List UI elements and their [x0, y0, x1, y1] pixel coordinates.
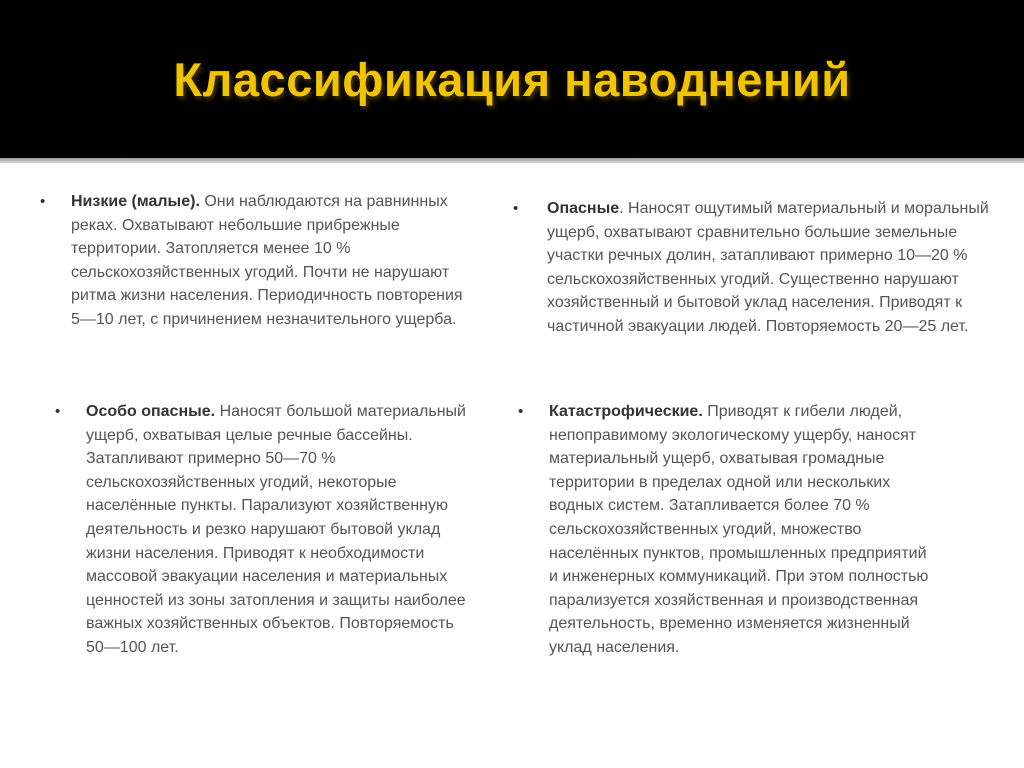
item-text: Наносят большой материальный ущерб, охватывая целые речные бассейны. Затапливают примерно 50—70 % сельскохозяйственных угодий, некоторые населённые пункты. Парализуют хозяйственную деятельность и резко нарушают бытовой уклад жизни населения. Приводят к необходимости массовой эвакуации населения и материальных ценностей из зоны затопления и защиты наиболее важных хозяйственных объектов. Повторяемость 50—100 лет. [86, 403, 466, 656]
slide-title: Классификация наводнений [173, 53, 851, 106]
bullet: • [55, 403, 61, 420]
item-term: Особо опасные. [86, 403, 216, 420]
item-term: Катастрофические. [549, 403, 703, 420]
item-low-floods [40, 190, 471, 332]
title-bar [0, 0, 1024, 158]
item-catastrophic-floods [518, 400, 929, 660]
bullet: • [40, 193, 46, 210]
bullet: • [513, 200, 519, 217]
title-divider [0, 158, 1024, 163]
bullet: • [518, 403, 524, 420]
item-text: Приводят к гибели людей, непоправимому экологическому ущербу, наносят материальный ущерб, охватывая громадные территории в пределах одной или нескольких водных систем. Затапливается более 70 % сельскохозяйственных угодий, множество населённых пунктов, промышленных предприятий и инженерных коммуникаций. При этом полностью парализуется хозяйственная и производственная деятельность, временно изменяется жизненный уклад населения. [549, 403, 929, 656]
item-term: Опасные [547, 200, 620, 217]
item-text: . Наносят ощутимый материальный и моральный ущерб, охватывают сравнительно большие земельные участки речных долин, затапливают примерно 10—20 % сельскохозяйственных угодий. Существенно нарушают хозяйственный и бытовой уклад населения. Приводят к частичной эвакуации людей. Повторяемость 20—25 лет. [547, 200, 989, 335]
item-especially-dangerous-floods [55, 400, 476, 660]
item-text: Они наблюдаются на равнинных реках. Охватывают небольшие прибрежные территории. Затопляется менее 10 % сельскохозяйственных угодий. Почти не нарушают ритма жизни населения. Периодичность повторения 5—10 лет, с причинением незначительного ущерба. [71, 193, 463, 328]
item-dangerous-floods [513, 197, 1007, 339]
item-term: Низкие (малые). [71, 193, 200, 210]
